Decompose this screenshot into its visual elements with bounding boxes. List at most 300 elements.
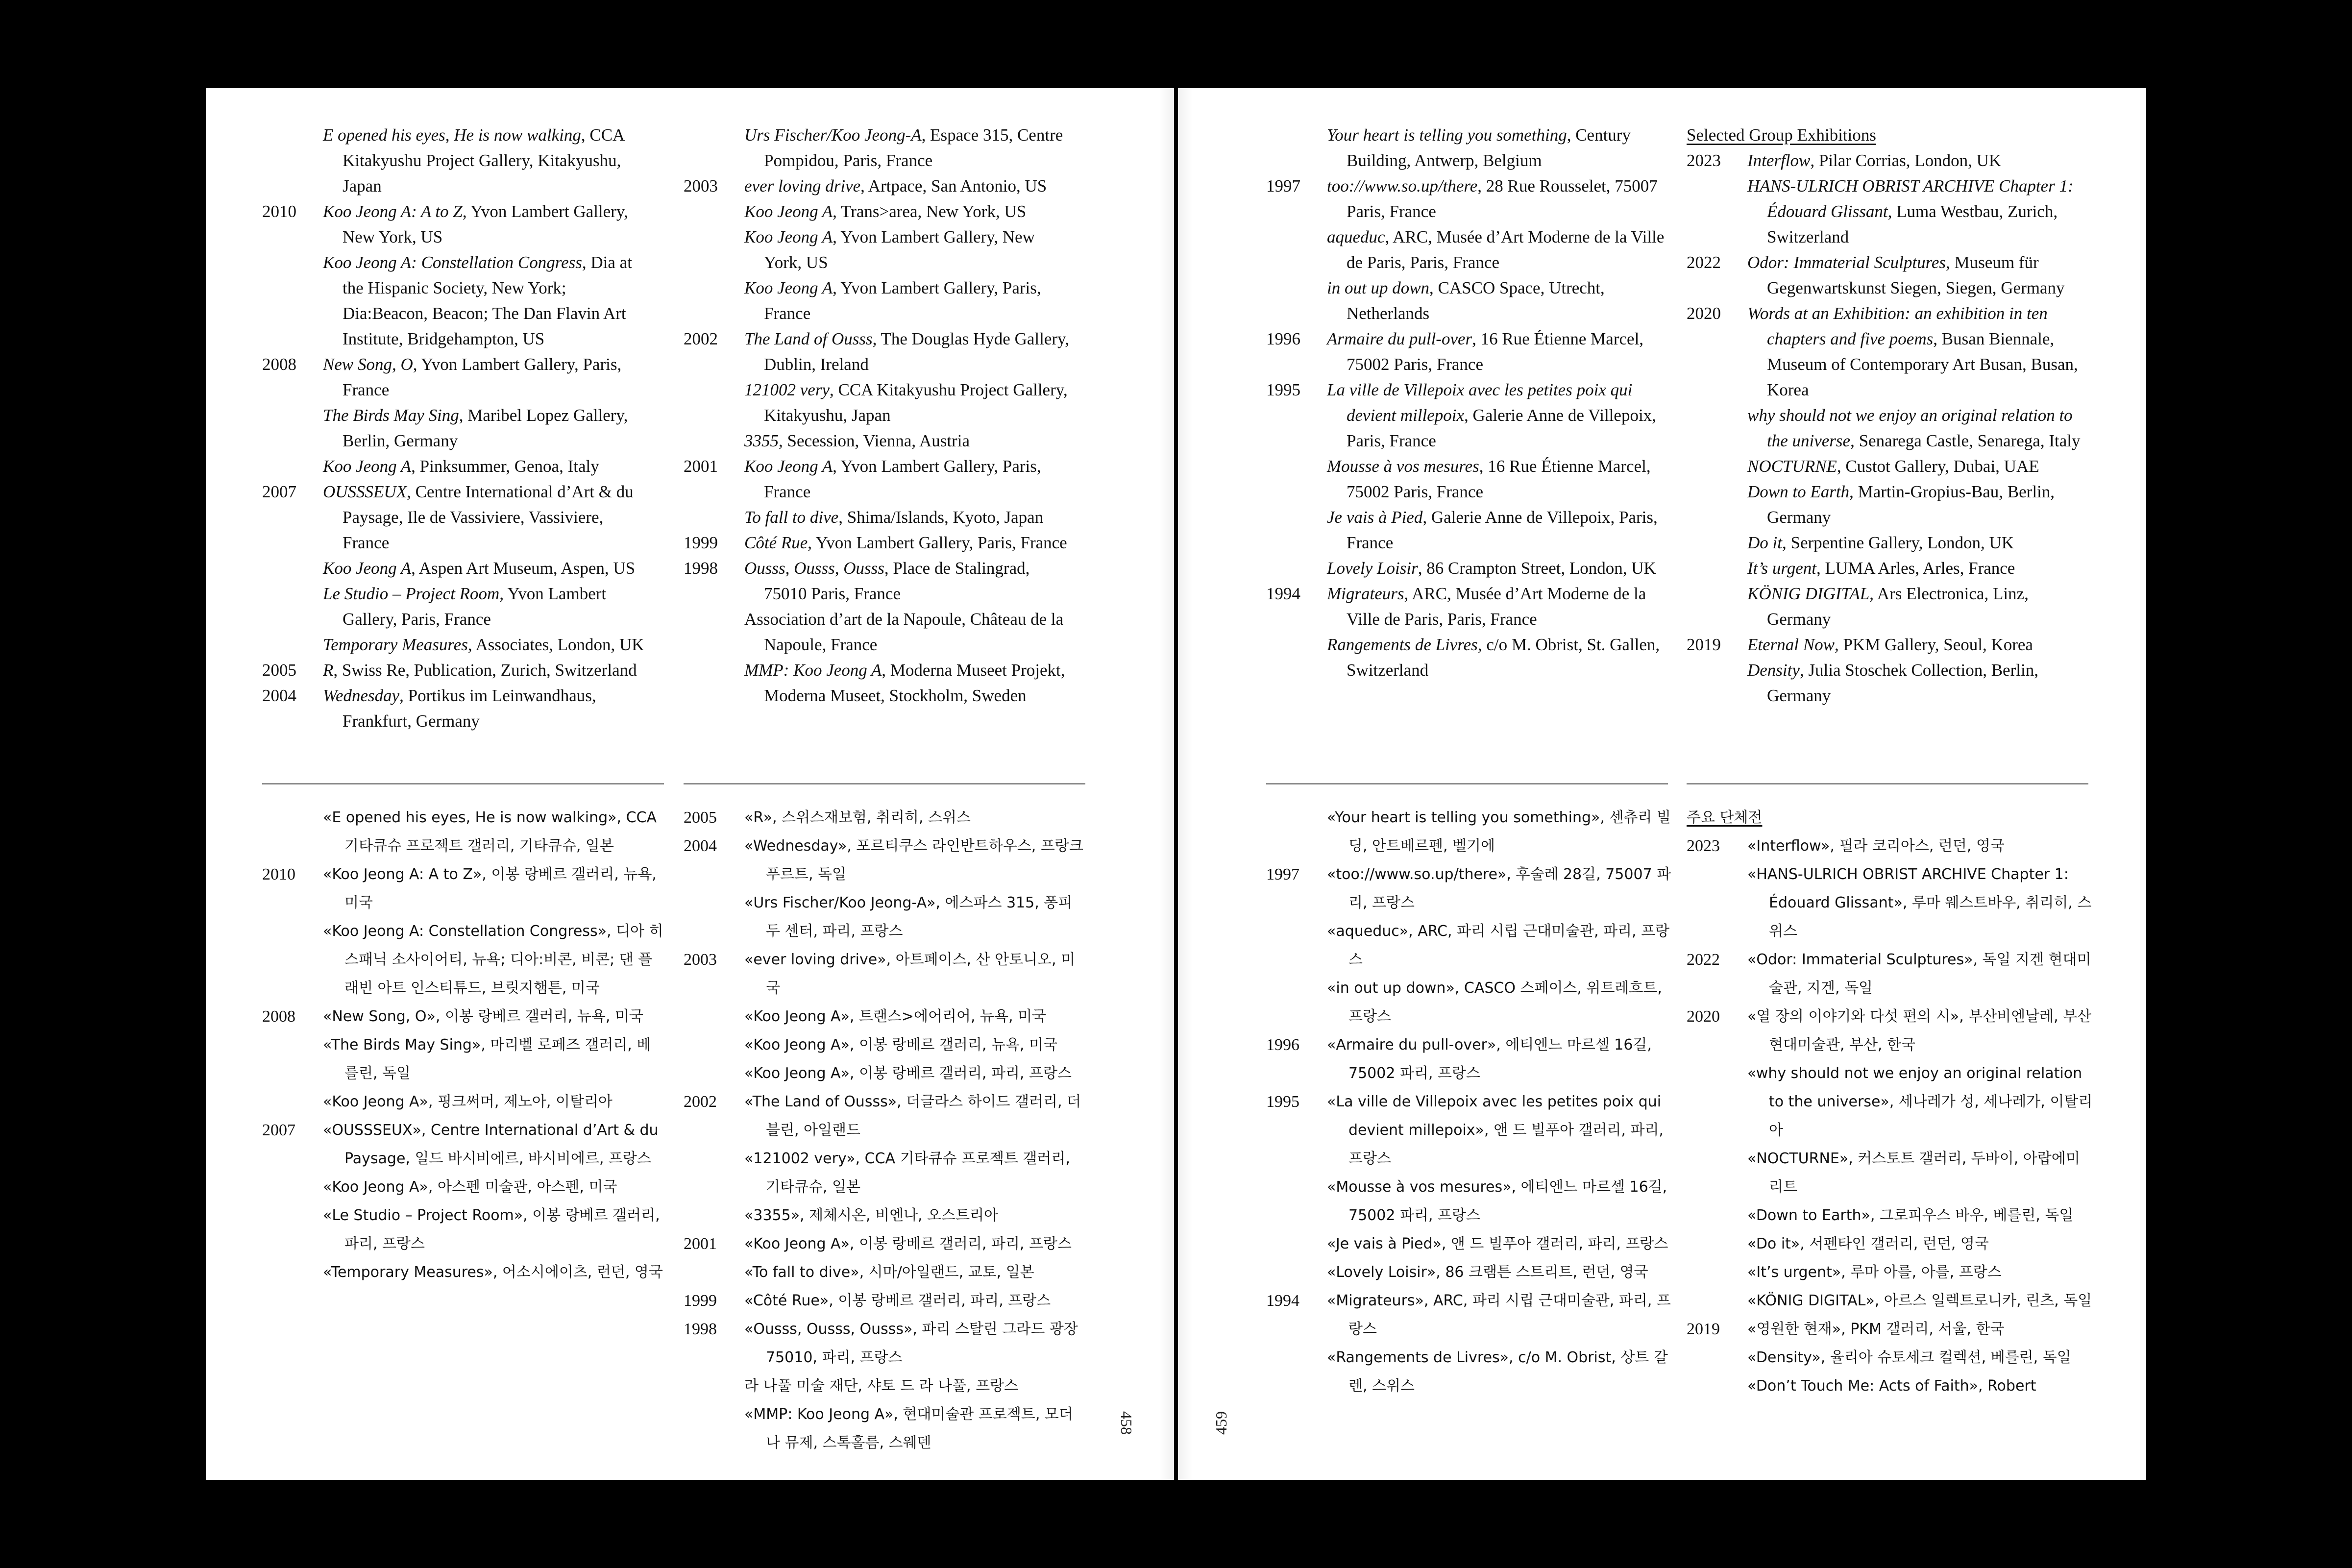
exhibition-entry-korean [684, 804, 1085, 832]
exhibition-year: 2005 [262, 661, 296, 680]
exhibition-venue: , Martin-Gropius-Bau, Berlin, Germany [1767, 482, 2055, 527]
exhibition-entry [684, 658, 1076, 709]
exhibition-text [744, 199, 1076, 224]
exhibition-text-korean: «Koo Jeong A», 아스펜 미술관, 아스펜, 미국 [323, 1178, 617, 1196]
korean-column-1 [1266, 804, 1673, 1400]
exhibition-entry-korean [1687, 1315, 2093, 1344]
exhibition-text [323, 658, 654, 683]
exhibition-year [262, 1201, 323, 1258]
exhibition-year [1687, 1201, 1747, 1230]
exhibition-venue: , Centre International d’Art & du Paysage, Ile de Vassiviere, Vassiviere, France [343, 482, 634, 552]
exhibition-year [1266, 122, 1327, 173]
exhibition-text [323, 352, 654, 403]
exhibition-text-korean: «Koo Jeong A: A to Z», 이봉 랑베르 갤러리, 뉴욕, 미국 [323, 866, 657, 911]
exhibition-year [1687, 860, 1747, 946]
exhibition-year [684, 199, 744, 224]
exhibition-title: Koo Jeong A [744, 278, 833, 297]
exhibition-text [323, 199, 654, 250]
exhibition-text-korean: «The Birds May Sing», 마리벨 로페즈 갤러리, 베를린, 독일 [323, 1036, 651, 1082]
exhibition-venue: , ARC, Musée d’Art Moderne de la Ville de Paris, Paris, France [1347, 227, 1665, 272]
exhibition-year [262, 1173, 323, 1201]
exhibition-year: 1999 [684, 533, 718, 552]
exhibition-venue: , Yvon Lambert Gallery, Paris, France [343, 355, 622, 399]
exhibition-entry [262, 683, 654, 734]
exhibition-title: Je vais à Pied [1327, 508, 1423, 527]
exhibition-text-korean: «Wednesday», 포르티쿠스 라인반트하우스, 프랑크푸르트, 독일 [744, 837, 1083, 883]
exhibition-venue: , Ars Electronica, Linz, Germany [1767, 584, 2029, 629]
exhibition-text [744, 505, 1076, 530]
exhibition-text-korean: «Your heart is telling you something», 센츄리 빌딩, 안트베르펜, 벨기에 [1327, 809, 1671, 855]
exhibition-entry-korean [684, 1372, 1085, 1400]
exhibition-entry-korean [684, 1400, 1085, 1457]
exhibition-year [684, 1059, 744, 1088]
exhibition-title: R [323, 661, 334, 680]
exhibition-text-korean: «영원한 현재», PKM 갤러리, 서울, 한국 [1747, 1321, 2005, 1338]
exhibition-text [744, 530, 1076, 556]
exhibition-title: Wednesday [323, 686, 400, 705]
exhibition-title: Koo Jeong A [744, 457, 833, 476]
gutter-shadow [1178, 88, 1193, 1480]
exhibition-entry [1266, 632, 1668, 683]
gutter-shadow [1159, 88, 1174, 1480]
exhibition-venue: , Aspen Art Museum, Aspen, US [411, 559, 636, 578]
exhibition-text [744, 122, 1076, 173]
exhibition-year: 2004 [262, 686, 296, 705]
exhibition-text [1747, 301, 2088, 403]
exhibition-text-korean: «MMP: Koo Jeong A», 현대미술관 프로젝트, 모더나 뮤제, 스톡홀름, 스웨덴 [744, 1406, 1073, 1451]
exhibition-entry-korean [1266, 1088, 1673, 1173]
exhibition-text [1327, 581, 1668, 632]
exhibition-entry-korean [1266, 1258, 1673, 1287]
korean-column-2 [1687, 804, 2093, 1400]
exhibition-entry [684, 326, 1076, 377]
exhibition-entry-korean [262, 1003, 664, 1031]
exhibition-year [1266, 917, 1327, 974]
exhibition-venue: , Dia at the Hispanic Society, New York; Dia:Beacon, Beacon; The Dan Flavin Art Institute, Bridgehampton, US [343, 253, 632, 348]
exhibition-venue: , Associates, London, UK [467, 635, 644, 654]
exhibition-venue: , The Douglas Hyde Gallery, Dublin, Ireland [764, 329, 1070, 374]
exhibition-year: 1995 [1266, 1093, 1299, 1111]
exhibition-title: Koo Jeong A [744, 227, 833, 246]
exhibition-entry-korean [684, 1059, 1085, 1088]
exhibition-entry-korean [684, 889, 1085, 946]
page-number: 459 [1212, 1411, 1230, 1435]
exhibition-year [1687, 658, 1747, 709]
exhibition-year [1687, 1059, 1747, 1145]
exhibition-text [744, 377, 1076, 428]
exhibition-entry-korean [262, 1173, 664, 1201]
exhibition-entry [262, 581, 654, 632]
exhibition-entry [1687, 148, 2088, 173]
exhibition-year [1266, 556, 1327, 581]
exhibition-venue: , PKM Gallery, Seoul, Korea [1834, 635, 2033, 654]
exhibition-text-korean: «Le Studio – Project Room», 이봉 랑베르 갤러리, 파리, 프랑스 [323, 1207, 660, 1252]
exhibition-venue: , Secession, Vienna, Austria [779, 431, 970, 450]
exhibition-text [1327, 122, 1668, 173]
exhibition-title: Koo Jeong A: A to Z [323, 202, 463, 221]
exhibition-entry-korean [1266, 1031, 1673, 1088]
exhibition-entry-korean [1266, 860, 1673, 917]
exhibition-venue: , Yvon Lambert Gallery, New York, US [764, 227, 1035, 272]
exhibition-text [1747, 454, 2088, 479]
exhibition-year [684, 1003, 744, 1031]
section-divider [1687, 783, 2088, 784]
exhibition-year [262, 250, 323, 352]
exhibition-venue: , 28 Rue Rousselet, 75007 Paris, France [1347, 176, 1658, 221]
exhibition-entry-korean [684, 946, 1085, 1003]
exhibition-text-korean: «Mousse à vos mesures», 에티엔느 마르셀 16길, 75002 파리, 프랑스 [1327, 1178, 1667, 1224]
exhibition-venue: , Yvon Lambert Gallery, Paris, France [808, 533, 1067, 552]
exhibition-venue: , Serpentine Gallery, London, UK [1782, 533, 2014, 552]
exhibition-entry-korean [262, 860, 664, 917]
exhibition-text-korean: «ever loving drive», 아트페이스, 산 안토니오, 미국 [744, 951, 1076, 997]
exhibition-text-korean: «HANS-ULRICH OBRIST ARCHIVE Chapter 1: Édouard Glissant», 루마 웨스트바우, 취리히, 스위스 [1747, 866, 2092, 940]
exhibition-text-korean: 라 나풀 미술 재단, 샤토 드 라 나풀, 프랑스 [744, 1377, 1019, 1395]
exhibition-title: Migrateurs [1327, 584, 1404, 603]
exhibition-title: too://www.so.up/there [1327, 176, 1478, 196]
exhibition-text [744, 173, 1076, 199]
exhibition-year [684, 889, 744, 946]
exhibition-title: The Birds May Sing [323, 406, 459, 425]
exhibition-entry-korean [1266, 1287, 1673, 1344]
exhibition-year: 2005 [684, 808, 717, 827]
exhibition-entry-korean [684, 1201, 1085, 1230]
exhibition-year [262, 122, 323, 199]
exhibition-year: 2007 [262, 482, 296, 501]
exhibition-year: 2023 [1687, 151, 1721, 170]
exhibition-text-korean: «New Song, O», 이봉 랑베르 갤러리, 뉴욕, 미국 [323, 1008, 643, 1025]
exhibition-text [1747, 581, 2088, 632]
exhibition-venue: , Maribel Lopez Gallery, Berlin, Germany [343, 406, 628, 450]
page-number: 458 [1118, 1411, 1135, 1435]
exhibition-entry [1266, 122, 1668, 173]
exhibition-entry [1687, 632, 2088, 658]
exhibition-year [1687, 556, 1747, 581]
exhibition-title: Koo Jeong A [744, 202, 833, 221]
exhibition-venue: , 16 Rue Étienne Marcel, 75002 Paris, France [1347, 329, 1644, 374]
exhibition-year: 2023 [1687, 837, 1720, 855]
exhibition-text-korean: «Odor: Immaterial Sculptures», 독일 지겐 현대미술관, 지겐, 독일 [1747, 951, 2091, 997]
exhibition-year: 2022 [1687, 253, 1721, 272]
exhibition-year: 1996 [1266, 329, 1300, 348]
exhibition-text-korean: «To fall to dive», 시마/아일랜드, 교토, 일본 [744, 1264, 1034, 1281]
exhibition-text [1327, 505, 1668, 556]
exhibition-text [323, 403, 654, 454]
exhibition-year: 1997 [1266, 176, 1300, 196]
exhibition-venue: , CCA Kitakyushu Project Gallery, Kitakyushu, Japan [764, 380, 1068, 425]
exhibition-year [1687, 454, 1747, 479]
exhibition-year [1687, 1230, 1747, 1258]
exhibition-venue: , CASCO Space, Utrecht, Netherlands [1347, 278, 1605, 323]
exhibition-year [262, 581, 323, 632]
exhibition-title: It’s urgent [1747, 559, 1816, 578]
exhibition-entry [1266, 224, 1668, 275]
exhibition-year [1687, 1287, 1747, 1315]
exhibition-year [684, 658, 744, 709]
exhibition-year: 2003 [684, 951, 717, 969]
exhibition-text-korean: «Don’t Touch Me: Acts of Faith», Robert [1747, 1377, 2036, 1395]
exhibition-text [323, 479, 654, 556]
exhibition-title: Down to Earth [1747, 482, 1850, 501]
exhibition-entry [1266, 173, 1668, 224]
exhibition-year: 2004 [684, 837, 717, 855]
exhibition-entry [1687, 556, 2088, 581]
exhibition-entry [262, 250, 654, 352]
exhibition-year [1266, 1258, 1327, 1287]
exhibition-text-korean: «Lovely Loisir», 86 크램튼 스트리트, 런던, 영국 [1327, 1264, 1648, 1281]
exhibition-text-korean: «La ville de Villepoix avec les petites poix qui devient millepoix», 앤 드 빌푸아 갤러리, 파리, 프랑스 [1327, 1093, 1664, 1167]
exhibition-year: 1995 [1266, 380, 1300, 399]
exhibition-text-korean: «KÖNIG DIGITAL», 아르스 일렉트로니카, 린츠, 독일 [1747, 1292, 2092, 1309]
exhibition-text [744, 658, 1076, 709]
exhibition-year [1266, 1344, 1327, 1400]
exhibition-year [1687, 1372, 1747, 1400]
exhibition-venue: , Yvon Lambert Gallery, Paris, France [764, 278, 1041, 323]
exhibition-year [684, 377, 744, 428]
exhibition-year: 1998 [684, 1320, 717, 1338]
exhibition-year [1266, 1230, 1327, 1258]
exhibition-year [684, 275, 744, 326]
exhibition-year: 2003 [684, 176, 718, 196]
exhibition-entry [262, 352, 654, 403]
exhibition-text [744, 326, 1076, 377]
section-divider [684, 783, 1085, 784]
exhibition-year: 2001 [684, 457, 718, 476]
exhibition-year [262, 403, 323, 454]
exhibition-entry-korean [684, 1287, 1085, 1315]
english-column-1 [1266, 122, 1668, 683]
exhibition-venue: , Artpace, San Antonio, US [860, 176, 1047, 196]
exhibition-text [1327, 377, 1668, 454]
exhibition-venue: , Moderna Museet Projekt, Moderna Museet, Stockholm, Sweden [764, 661, 1065, 705]
exhibition-entry-korean [1266, 1230, 1673, 1258]
exhibition-entry-korean [684, 1315, 1085, 1372]
exhibition-entry-korean [1687, 1258, 2093, 1287]
exhibition-venue: Association d’art de la Napoule, Château de la Napoule, France [744, 610, 1064, 654]
exhibition-entry-korean [1266, 1344, 1673, 1400]
exhibition-entry-korean [1687, 1059, 2093, 1145]
exhibition-text [323, 250, 654, 352]
exhibition-title: Koo Jeong A: Constellation Congress [323, 253, 582, 272]
exhibition-text-korean: «too://www.so.up/there», 후술레 28길, 75007 파리, 프랑스 [1327, 866, 1671, 911]
exhibition-text [1327, 556, 1668, 581]
exhibition-text-korean: «why should not we enjoy an original relation to the universe», 세나레가 성, 세나레가, 이탈리아 [1747, 1065, 2093, 1139]
exhibition-year [684, 1372, 744, 1400]
exhibition-venue: , Pinksummer, Genoa, Italy [411, 457, 599, 476]
exhibition-text [1747, 530, 2088, 556]
exhibition-title: HANS-ULRICH OBRIST ARCHIVE Chapter 1: Édouard Glissant [1747, 176, 2074, 221]
exhibition-text-korean: «Rangements de Livres», c/o M. Obrist, 상트 갈렌, 스위스 [1327, 1349, 1668, 1395]
exhibition-entry-korean [1266, 804, 1673, 860]
exhibition-venue: , 16 Rue Étienne Marcel, 75002 Paris, France [1347, 457, 1651, 501]
exhibition-entry [684, 173, 1076, 199]
exhibition-text-korean: «Temporary Measures», 어소시에이츠, 런던, 영국 [323, 1264, 663, 1281]
exhibition-text [744, 454, 1076, 505]
exhibition-text-korean: «Koo Jeong A», 핑크써머, 제노아, 이탈리아 [323, 1093, 612, 1110]
exhibition-text [744, 607, 1076, 658]
exhibition-venue: , Yvon Lambert Gallery, Paris, France [343, 584, 607, 629]
exhibition-title: Do it [1747, 533, 1782, 552]
exhibition-venue: , CCA Kitakyushu Project Gallery, Kitakyushu, Japan [343, 125, 624, 196]
exhibition-year [684, 505, 744, 530]
exhibition-year [684, 428, 744, 454]
exhibition-year [1266, 804, 1327, 860]
section-divider [1266, 783, 1668, 784]
exhibition-venue: , Swiss Re, Publication, Zurich, Switzerland [333, 661, 637, 680]
exhibition-entry-korean [1687, 860, 2093, 946]
exhibition-year [1266, 224, 1327, 275]
exhibition-venue: , Museum für Gegenwartskunst Siegen, Siegen, Germany [1767, 253, 2065, 297]
exhibition-entry-korean [262, 804, 664, 860]
exhibition-text-korean: «Koo Jeong A», 트랜스>에어리어, 뉴욕, 미국 [744, 1008, 1047, 1025]
exhibition-title: NOCTURNE [1747, 457, 1837, 476]
exhibition-text [1747, 148, 2088, 173]
exhibition-title: Lovely Loisir [1327, 559, 1418, 578]
exhibition-entry [1266, 377, 1668, 454]
exhibition-year [1687, 1258, 1747, 1287]
exhibition-entry [1687, 403, 2088, 454]
exhibition-text-korean: «Koo Jeong A: Constellation Congress», 디아 히스패닉 소사이어티, 뉴욕; 디아:비콘, 비콘; 댄 플래빈 아트 인스티튜드, 브릿지햄튼, 미국 [323, 923, 663, 997]
exhibition-title: To fall to dive [744, 508, 839, 527]
exhibition-text-korean: «aqueduc», ARC, 파리 시립 근대미술관, 파리, 프랑스 [1327, 923, 1670, 968]
exhibition-text-korean: «The Land of Ousss», 더글라스 하이드 갤러리, 더블린, 아일랜드 [744, 1093, 1081, 1139]
exhibition-title: New Song, O [323, 355, 413, 374]
exhibition-year [684, 224, 744, 275]
exhibition-entry-korean [1687, 946, 2093, 1003]
exhibition-year [262, 556, 323, 581]
exhibition-venue: , Luma Westbau, Zurich, Switzerland [1767, 202, 2058, 246]
exhibition-text [1327, 224, 1668, 275]
exhibition-entry [1687, 581, 2088, 632]
exhibition-title: Urs Fischer/Koo Jeong-A [744, 125, 922, 145]
exhibition-year [684, 1400, 744, 1457]
exhibition-entry-korean [1687, 1344, 2093, 1372]
section-divider [262, 783, 664, 784]
exhibition-venue: , 86 Crampton Street, London, UK [1418, 559, 1656, 578]
exhibition-title: Interflow [1747, 151, 1811, 170]
exhibition-title: Côté Rue [744, 533, 808, 552]
exhibition-year [1266, 505, 1327, 556]
exhibition-entry [684, 275, 1076, 326]
exhibition-text-korean: «열 장의 이야기와 다섯 편의 시», 부산비엔날레, 부산현대미술관, 부산, 한국 [1747, 1008, 2092, 1054]
exhibition-entry [684, 530, 1076, 556]
exhibition-text-korean: «Koo Jeong A», 이봉 랑베르 갤러리, 뉴욕, 미국 [744, 1036, 1057, 1054]
exhibition-year: 2007 [262, 1121, 295, 1139]
exhibition-year [1687, 403, 1747, 454]
exhibition-title: KÖNIG DIGITAL [1747, 584, 1870, 603]
exhibition-entry-korean [684, 1145, 1085, 1201]
exhibition-year [262, 917, 323, 1003]
exhibition-year [1266, 974, 1327, 1031]
exhibition-text [1327, 173, 1668, 224]
exhibition-entry [1687, 530, 2088, 556]
exhibition-year [1687, 1344, 1747, 1372]
exhibition-entry [1266, 556, 1668, 581]
exhibition-text [1747, 632, 2088, 658]
exhibition-year [1687, 173, 1747, 250]
exhibition-entry-korean [1266, 1173, 1673, 1230]
exhibition-year: 2019 [1687, 635, 1721, 654]
exhibition-text [1327, 275, 1668, 326]
exhibition-text [744, 556, 1076, 607]
exhibition-year [262, 1088, 323, 1116]
exhibition-venue: , Place de Stalingrad, 75010 Paris, France [764, 559, 1030, 603]
exhibition-text [323, 454, 654, 479]
exhibition-year [1266, 1173, 1327, 1230]
exhibition-title: ever loving drive [744, 176, 861, 196]
exhibition-text [744, 428, 1076, 454]
exhibition-title: The Land of Ousss [744, 329, 873, 348]
exhibition-text [1747, 479, 2088, 530]
exhibition-year: 2002 [684, 1093, 717, 1111]
exhibition-venue: , Senarega Castle, Senarega, Italy [1850, 431, 2081, 450]
exhibition-title: Ousss, Ousss, Ousss [744, 559, 884, 578]
exhibition-entry [684, 377, 1076, 428]
exhibition-year: 2022 [1687, 951, 1720, 969]
exhibition-entry [262, 403, 654, 454]
exhibition-title: MMP: Koo Jeong A [744, 661, 882, 680]
exhibition-entry [1266, 581, 1668, 632]
exhibition-title: E opened his eyes, He is now walking [323, 125, 581, 145]
exhibition-year: 1994 [1266, 584, 1300, 603]
exhibition-text [323, 122, 654, 199]
exhibition-year [1266, 275, 1327, 326]
exhibition-entry-korean [1687, 832, 2093, 860]
exhibition-text-korean: «Urs Fischer/Koo Jeong-A», 에스파스 315, 퐁피두 센터, 파리, 프랑스 [744, 894, 1073, 940]
exhibition-entry [1266, 505, 1668, 556]
exhibition-entry [684, 556, 1076, 607]
korean-column-1 [262, 804, 664, 1287]
exhibition-year [684, 122, 744, 173]
exhibition-text-korean: «Down to Earth», 그로피우스 바우, 베를린, 독일 [1747, 1207, 2074, 1224]
english-column-2 [1687, 122, 2088, 709]
exhibition-title: Koo Jeong A [323, 457, 412, 476]
exhibition-entry-korean [1687, 1145, 2093, 1201]
exhibition-text-korean: «Je vais à Pied», 앤 드 빌푸아 갤러리, 파리, 프랑스 [1327, 1235, 1668, 1252]
exhibition-entry-korean [1687, 1230, 2093, 1258]
exhibition-title: Odor: Immaterial Sculptures [1747, 253, 1946, 272]
group-exhibition-list [1687, 148, 2088, 709]
exhibition-entry-korean [684, 1003, 1085, 1031]
exhibition-text [744, 275, 1076, 326]
exhibition-text [1327, 632, 1668, 683]
exhibition-year [262, 1031, 323, 1088]
exhibition-venue: , Galerie Anne de Villepoix, Paris, France [1347, 508, 1658, 552]
left-page [206, 88, 1174, 1480]
exhibition-year: 1999 [684, 1292, 717, 1310]
exhibition-text [1747, 556, 2088, 581]
exhibition-text-korean: «3355», 제체시온, 비엔나, 오스트리아 [744, 1207, 999, 1224]
exhibition-entry-korean [262, 917, 664, 1003]
exhibition-title: aqueduc [1327, 227, 1385, 246]
exhibition-venue: , Busan Biennale, Museum of Contemporary Art Busan, Busan, Korea [1767, 329, 2078, 399]
exhibition-entry [262, 632, 654, 658]
exhibition-year: 1994 [1266, 1292, 1299, 1310]
exhibition-year: 2001 [684, 1235, 717, 1253]
exhibition-entry-korean [262, 1031, 664, 1088]
exhibition-entry [684, 454, 1076, 505]
exhibition-venue: , LUMA Arles, Arles, France [1816, 559, 2015, 578]
exhibition-year [262, 1258, 323, 1287]
exhibition-title: 121002 very [744, 380, 830, 399]
exhibition-entry [262, 454, 654, 479]
exhibition-year: 1998 [684, 559, 718, 578]
exhibition-entry [684, 505, 1076, 530]
exhibition-venue: , c/o M. Obrist, St. Gallen, Switzerland [1347, 635, 1660, 680]
exhibition-title: Le Studio – Project Room [323, 584, 500, 603]
exhibition-text-korean: «Migrateurs», ARC, 파리 시립 근대미술관, 파리, 프랑스 [1327, 1292, 1671, 1338]
exhibition-year: 2010 [262, 202, 296, 221]
